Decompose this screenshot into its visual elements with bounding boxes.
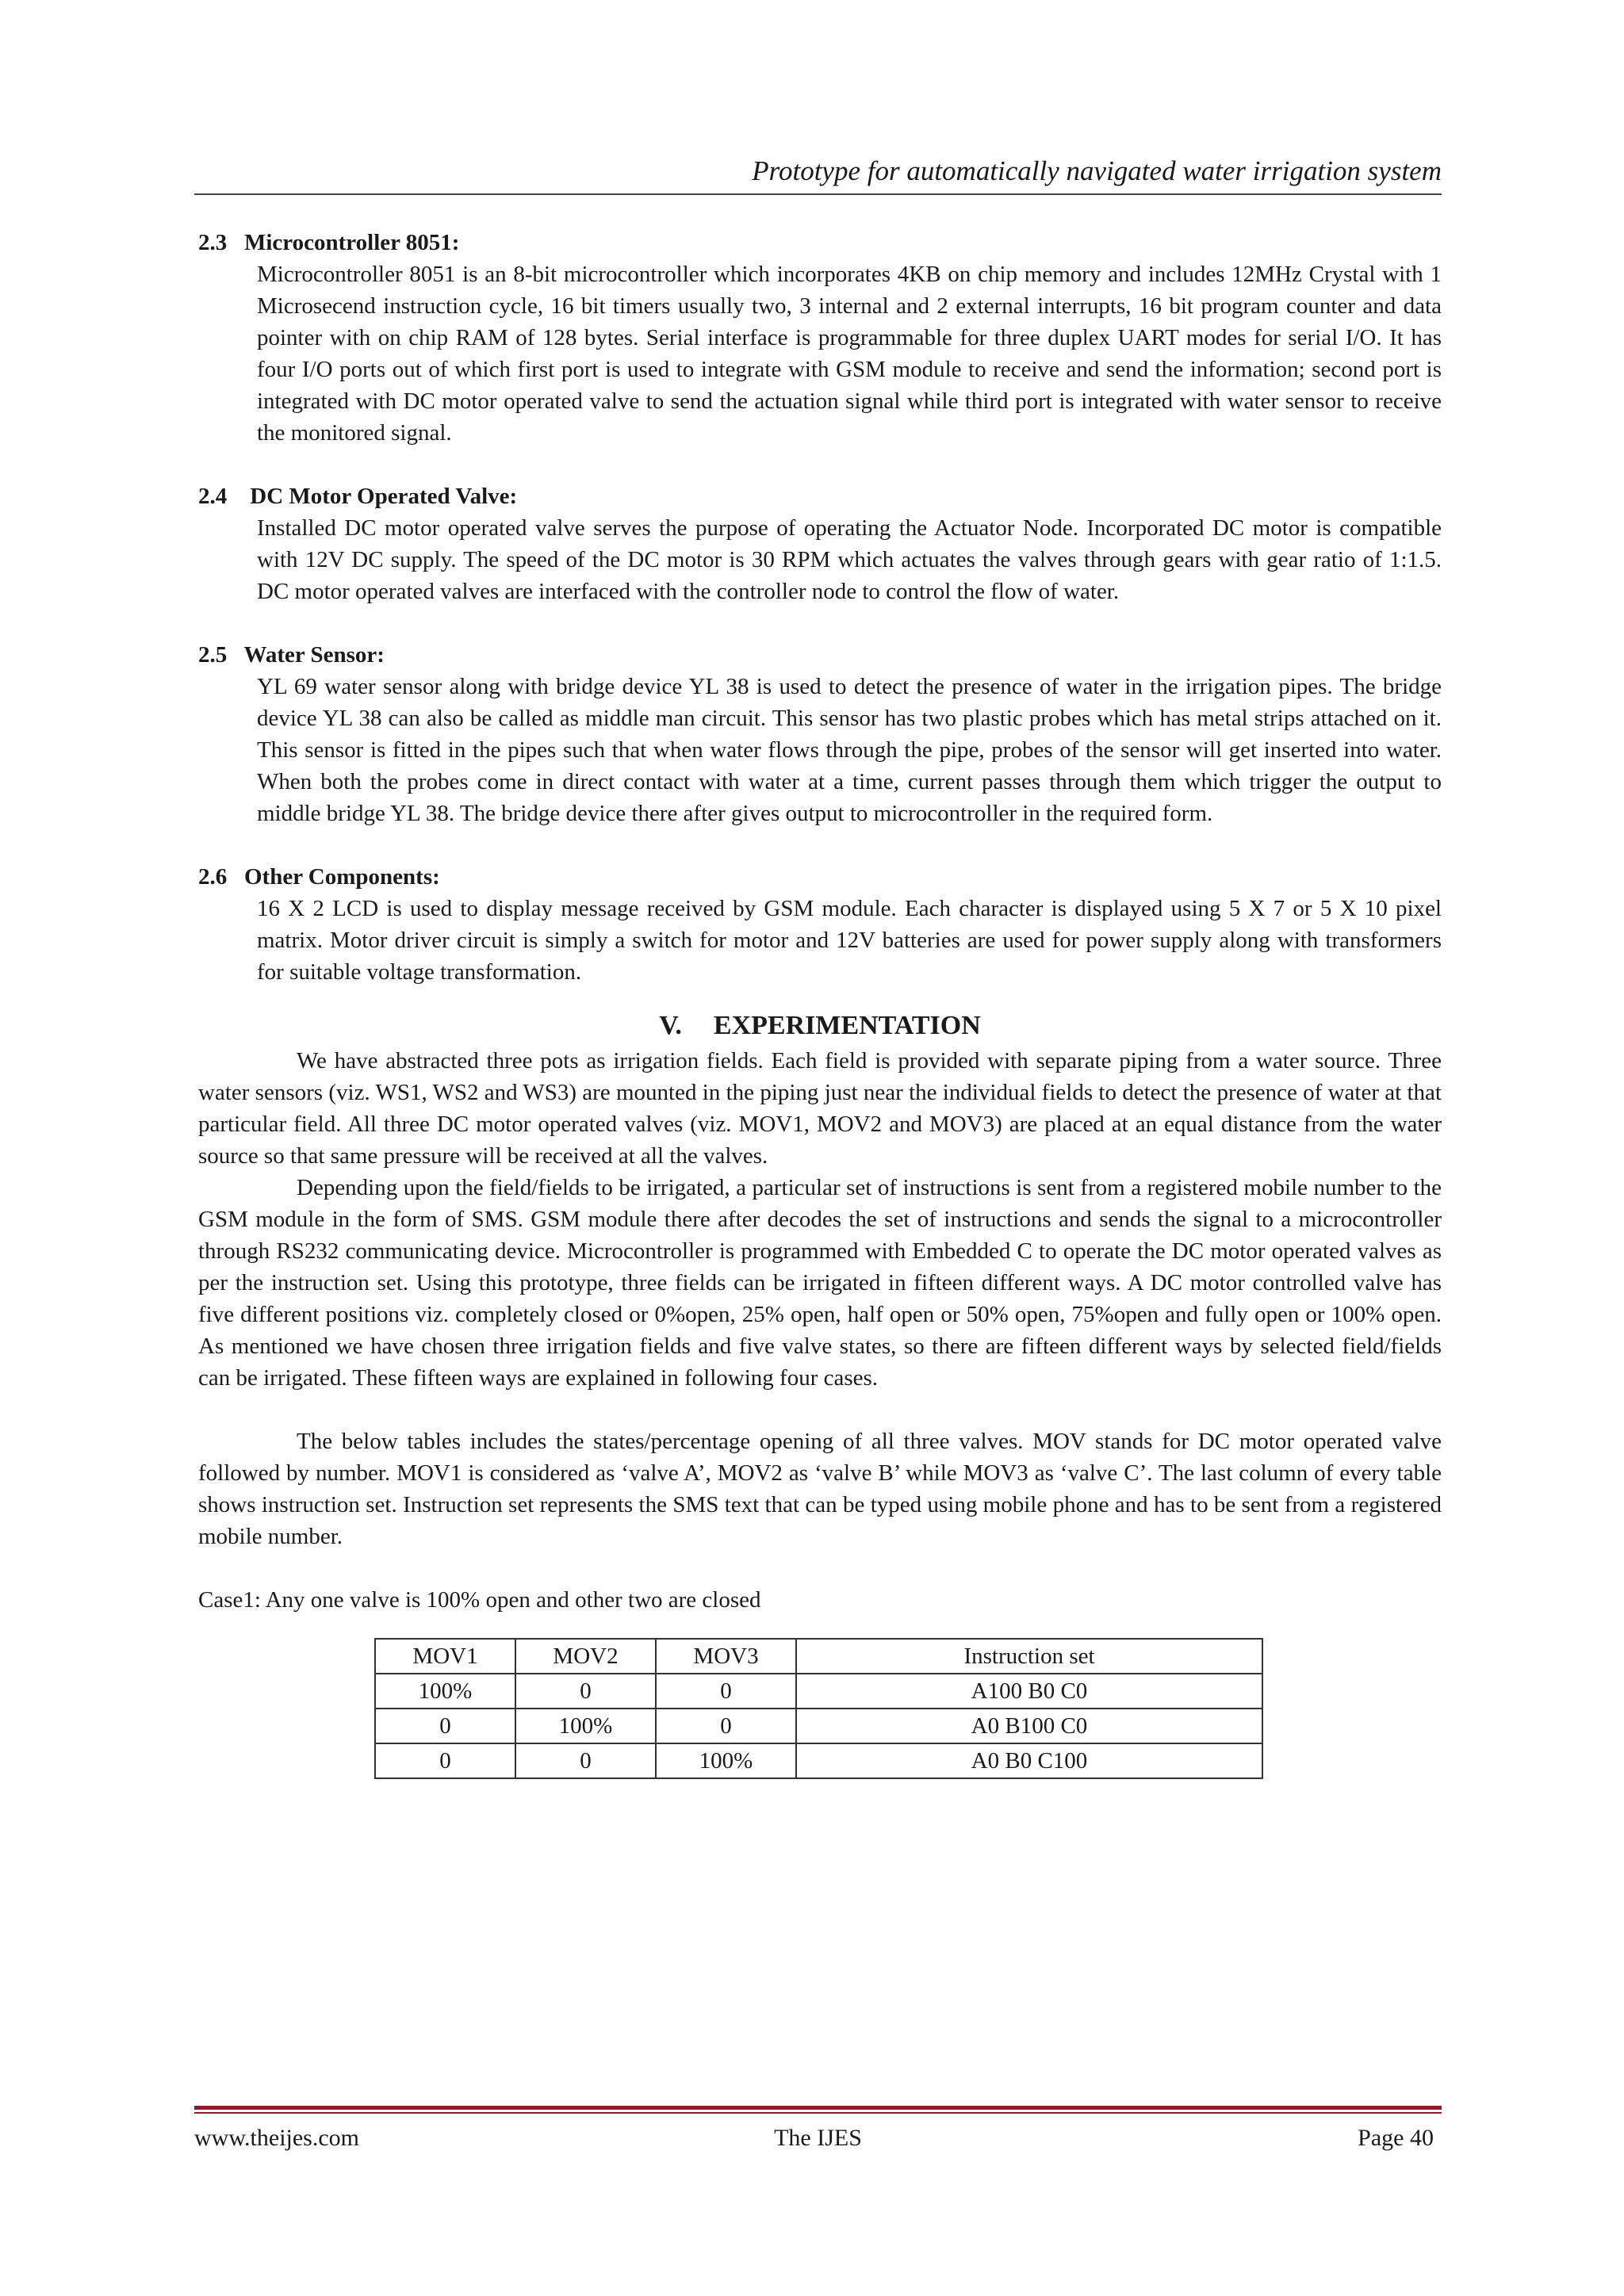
table-header-cell: Instruction set: [796, 1639, 1262, 1674]
table-cell: A0 B100 C0: [796, 1709, 1262, 1743]
section-title: Microcontroller 8051:: [244, 230, 460, 255]
footer: [194, 2125, 1442, 2156]
table-cell: 0: [656, 1674, 796, 1709]
footer-rule: [194, 2106, 1442, 2110]
section-body-2-5: YL 69 water sensor along with bridge device YL 38 is used to detect the presence of water in the irrigation pipes. The bridge device YL 38 can also be called as middle man circuit. This sensor has two plastic probes which has metal strips attached on it. This sensor is fitted in the pipes such that when water flows through the pipe, probes of the sensor will get inserted into water. When both the probes come in direct contact with water at a time, current passes through them which trigger the output to middle bridge YL 38. The bridge device there after gives output to microcontroller in the required form.: [257, 674, 1442, 826]
table-cell: 100%: [515, 1709, 656, 1743]
footer-journal: The IJES: [774, 2125, 862, 2151]
table-cell: 0: [375, 1743, 515, 1778]
table-cell: 0: [375, 1709, 515, 1743]
table-cell: 0: [656, 1709, 796, 1743]
case1-table: [374, 1638, 1263, 1779]
table-row: [375, 1743, 1262, 1778]
section-title: Other Components:: [244, 864, 440, 890]
table-cell: 100%: [656, 1743, 796, 1778]
section-number: 2.3: [198, 230, 228, 255]
header-rule: [194, 193, 1442, 195]
paragraph: The below tables includes the states/percentage opening of all three valves. MOV stands for DC motor operated valve followed by number. MOV1 is considered as ‘valve A’, MOV2 as ‘valve B’ while MOV3 as ‘valve C’. The last column of every table shows instruction set. Instruction set represents the SMS text that can be typed using mobile phone and has to be sent from a registered mobile number.: [198, 1429, 1442, 1549]
table-row: [375, 1709, 1262, 1743]
table-row: [375, 1674, 1262, 1709]
table-header-row: [375, 1639, 1262, 1674]
section-number: 2.4: [198, 484, 228, 509]
page-content: [198, 227, 1442, 1779]
table-cell: 0: [515, 1743, 656, 1778]
section-title: DC Motor Operated Valve:: [250, 484, 518, 509]
chapter-number: V.: [659, 1011, 682, 1040]
section-heading-2-3: [198, 227, 1442, 258]
table-cell: 100%: [375, 1674, 515, 1709]
running-title: Prototype for automatically navigated water irrigation system: [752, 155, 1442, 186]
section-heading-2-6: [198, 861, 1442, 893]
paragraph: We have abstracted three pots as irrigation fields. Each field is provided with separate piping from a water source. Three water sensors (viz. WS1, WS2 and WS3) are mounted in the piping just near the individual fields to detect the presence of water at that particular field. All three DC motor operated valves (viz. MOV1, MOV2 and MOV3) are placed at an equal distance from the water source so that same pressure will be received at all the valves.: [198, 1048, 1442, 1169]
table-cell: A0 B0 C100: [796, 1743, 1262, 1778]
case1-caption: Case1: Any one valve is 100% open and other two are closed: [198, 1587, 761, 1613]
table-cell: 0: [515, 1674, 656, 1709]
paragraph: Depending upon the field/fields to be irrigated, a particular set of instructions is sent from a registered mobile number to the GSM module in the form of SMS. GSM module there after decodes the set of instructions and sends the signal to a microcontroller through RS232 communicating device. Microcontroller is programmed with Embedded C to operate the DC motor operated valves as per the instruction set. Using this prototype, three fields can be irrigated in fifteen different ways. A DC motor controlled valve has five different positions viz. completely closed or 0%open, 25% open, half open or 50% open, 75%open and fully open or 100% open. As mentioned we have chosen three irrigation fields and five valve states, so there are fifteen different ways by selected field/fields can be irrigated. These fifteen ways are explained in following four cases.: [198, 1175, 1442, 1391]
chapter-heading: [198, 1008, 1442, 1043]
table-cell: A100 B0 C0: [796, 1674, 1262, 1709]
section-body-2-4: Installed DC motor operated valve serves the purpose of operating the Actuator Node. Incorporated DC motor is compatible with 12V DC supply. The speed of the DC motor is 30 RPM which actuates the valves through gears with gear ratio of 1:1.5. DC motor operated valves are interfaced with the controller node to control the flow of water.: [257, 515, 1442, 604]
footer-website: www.theijes.com: [194, 2125, 360, 2151]
section-title: Water Sensor:: [243, 642, 385, 668]
table-header-cell: MOV1: [375, 1639, 515, 1674]
section-heading-2-4: [198, 480, 1442, 512]
table-header-cell: MOV2: [515, 1639, 656, 1674]
section-body-2-3: Microcontroller 8051 is an 8-bit microcontroller which incorporates 4KB on chip memory and includes 12MHz Crystal with 1 Microsecend instruction cycle, 16 bit timers usually two, 3 internal and 2 external interrupts, 16 bit program counter and data pointer with on chip RAM of 128 bytes. Serial interface is programmable for three duplex UART modes for serial I/O. It has four I/O ports out of which first port is used to integrate with GSM module to receive and send the information; second port is integrated with DC motor operated valve to send the actuation signal while third port is integrated with water sensor to receive the monitored signal.: [257, 262, 1442, 446]
section-heading-2-5: [198, 639, 1442, 671]
footer-page-number: Page 40: [1358, 2125, 1434, 2151]
section-number: 2.5: [198, 642, 228, 668]
table-header-cell: MOV3: [656, 1639, 796, 1674]
chapter-title: EXPERIMENTATION: [713, 1011, 981, 1040]
section-number: 2.6: [198, 864, 228, 890]
footer-rule-thin: [194, 2112, 1442, 2114]
section-body-2-6: 16 X 2 LCD is used to display message received by GSM module. Each character is displayed using 5 X 7 or 5 X 10 pixel matrix. Motor driver circuit is simply a switch for motor and 12V batteries are used for power supply along with transformers for suitable voltage transformation.: [257, 896, 1442, 985]
